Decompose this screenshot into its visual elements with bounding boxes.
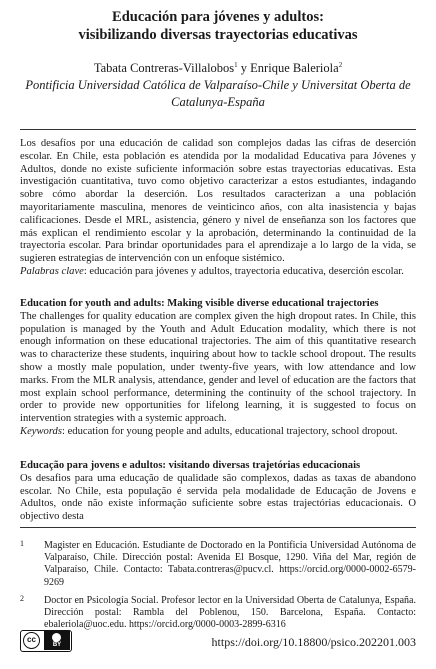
author-2-footnote-ref[interactable]: 2 xyxy=(338,60,343,69)
by-label: BY xyxy=(52,642,62,648)
author-2: Enrique Baleriola xyxy=(250,61,339,75)
keywords-en-label: Keywords xyxy=(20,425,62,437)
footnote-2 xyxy=(20,595,416,632)
abstract-portuguese xyxy=(20,460,416,524)
footnote-2-number: 2 xyxy=(20,593,24,603)
keywords-en-text: : education for young people and adults, educational trajectory, school dropout. xyxy=(61,425,398,437)
footnotes xyxy=(20,540,416,637)
abstract-en-heading: Education for youth and adults: Making visible diverse educational trajectories xyxy=(20,298,379,309)
keywords-es xyxy=(20,266,416,279)
cc-by-license-badge[interactable] xyxy=(20,630,72,652)
person-icon xyxy=(52,633,61,642)
footnote-2-text: Doctor en Psicología Social. Profesor lector en la Universidad Oberta de Catalunya, España. Dirección postal: Rambla del Poblenou, 150. Barcelona, España. Contacto: ebaleriola@uoc.edu. https://orcid.org/0000-0003-2899-6316 xyxy=(44,594,416,631)
abstract-pt-text: Os desafios para uma educação de qualidade são complexos, dadas as taxas de abandono escolar. No Chile, esta população é servida pela modalidade de Educação de Jovens e Adultos, onde não existe informação suficiente sobre estas trajectórias educacionais. O objectivo desta xyxy=(20,472,416,523)
affiliation: Pontificia Universidad Católica de Valparaíso-Chile y Universitat Oberta de Catalunya-España xyxy=(25,78,411,109)
abstract-es-text: Los desafíos por una educación de calidad son complejos dadas las cifras de deserción escolar. En Chile, esta población es atendida por la modalidad Educativa para Jóvenes y Adultos, donde no existe suficiente información sobre estas trayectorias educativas. Esta investigación cuantitativa, tuvo como objetivo caracterizar a estos estudiantes, indagando sobre cómo abordar la deserción. Los resultados caracterizan a una población mayoritariamente masculina, menores de veinticinco años, con alta inasistencia y bajas calificaciones. Desde el MRL, asistencia, género y nivel de enseñanza son los factores que más explican el rendimiento escolar y la aprobación, determinando la continuidad de la trayectoria escolar. Para brindar oportunidades para el aprendizaje a lo largo de la vida, se sugieren estrategias de intervención con un enfoque sistémico. xyxy=(20,138,416,265)
abstract-english xyxy=(20,298,416,439)
author-1: Tabata Contreras-Villalobos xyxy=(93,61,235,75)
divider-footnotes xyxy=(20,527,416,528)
author-list xyxy=(20,60,416,76)
title-line-2: visibilizando diversas trayectorias educativas xyxy=(78,27,358,43)
author-conjunction: y xyxy=(237,61,251,75)
keywords-es-text: : educación para jóvenes y adultos, trayectoria educativa, deserción escolar. xyxy=(83,265,404,277)
footnote-1-number: 1 xyxy=(20,539,24,548)
author-1-footnote-ref[interactable]: 1 xyxy=(234,60,238,69)
abstract-en-text: The challenges for quality education are complex given the high dropout rates. In Chile, this population is managed by the Youth and Adult Education modality, which there is not enough information on these educational trajectories. The aim of this quantitative research was to characterize these students, inquiring about how to tackle school dropout. The results show a mostly male population, under twenty-five years, with low attendance and low marks. From the MLR analysis, attendance, gender and level of education are the factors that most explain school performance, determining the continuity of the school trajectory. In order to provide new opportunities for lifelong learning, it is suggested to focus on intervention strategies with a systemic approach. xyxy=(20,310,416,425)
footnote-1-text: Magister en Educación. Estudiante de Doctorado en la Pontificia Universidad Autónoma de Valparaíso, Chile. Dirección postal: Avenida El Bosque, 1290. Viña del Mar, región de Valparaíso, Chile. Contacto: Tabata.contreras@pucv.cl. https://orcid.org/0000-0002-6579-9269 xyxy=(44,540,416,588)
abstract-spanish xyxy=(20,138,416,279)
abstract-pt-heading: Educação para jovens e adultos: visitando diversas trajetórias educacionais xyxy=(20,460,361,471)
divider-top xyxy=(20,129,416,130)
keywords-es-label: Palabras clave xyxy=(20,265,84,277)
cc-icon: cc xyxy=(23,632,40,649)
by-attribution-icon xyxy=(44,631,70,650)
doi-link[interactable]: https://doi.org/10.18800/psico.202201.003 xyxy=(211,635,416,649)
keywords-en xyxy=(20,426,416,439)
footnote-1 xyxy=(20,540,416,589)
title-line-1: Educación para jóvenes y adultos: xyxy=(112,9,324,25)
article-title xyxy=(20,8,416,44)
